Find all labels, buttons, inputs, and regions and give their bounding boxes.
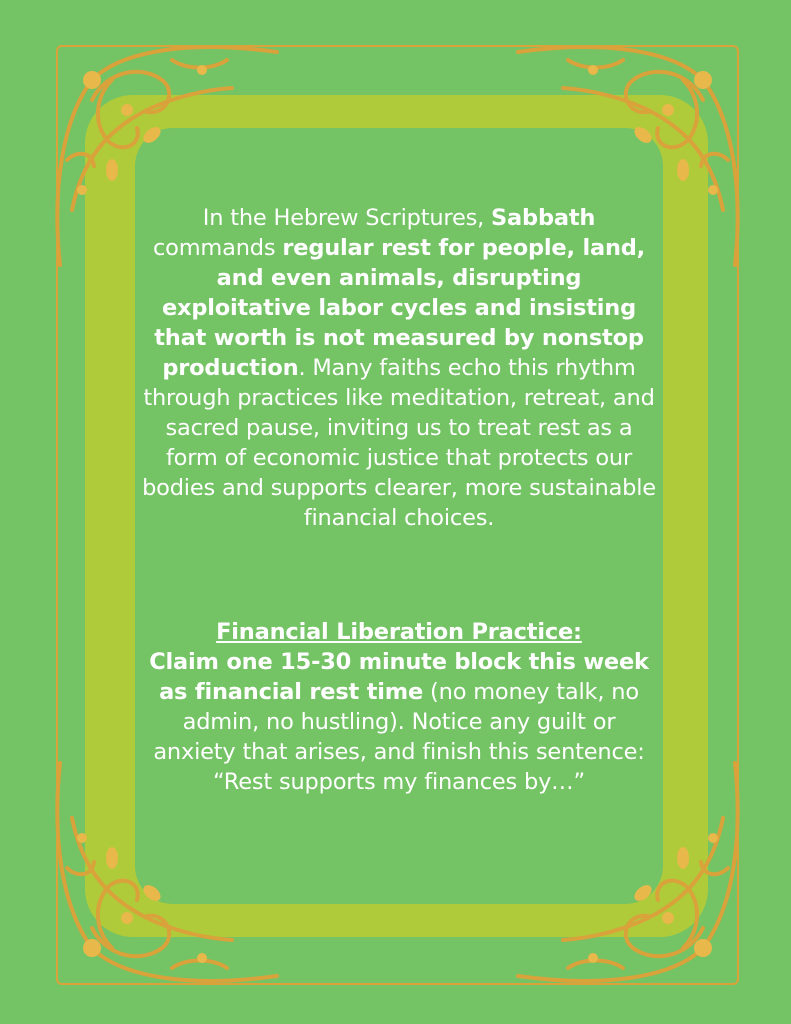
practice-paragraph [140,617,658,797]
practice-text: (no money talk, no admin, no hustling). Notice any guilt or anxiety that arises, and finish this sentence: “Rest supports my finances by…” [153,679,645,795]
para1-bold-sabbath: Sabbath [491,205,596,231]
para1-text-3: . Many faiths echo this rhythm through practices like meditation, retreat, and sacred pause, inviting us to treat rest as a form of economic justice that protects our bodies and supports clearer, more sustainable financial choices. [142,355,656,531]
para1-bold-rest: regular rest for people, land, and even animals, disrupting exploitative labor cycles and insisting that worth is not measured by nonstop production [154,235,646,381]
para1-text-1: In the Hebrew Scriptures, [202,205,492,231]
para1-text-2: commands [152,235,283,261]
practice-bold-instruction: Claim one 15-30 minute block this week as financial rest time [149,649,649,705]
practice-heading: Financial Liberation Practice: [216,619,582,645]
sabbath-paragraph [140,203,658,533]
